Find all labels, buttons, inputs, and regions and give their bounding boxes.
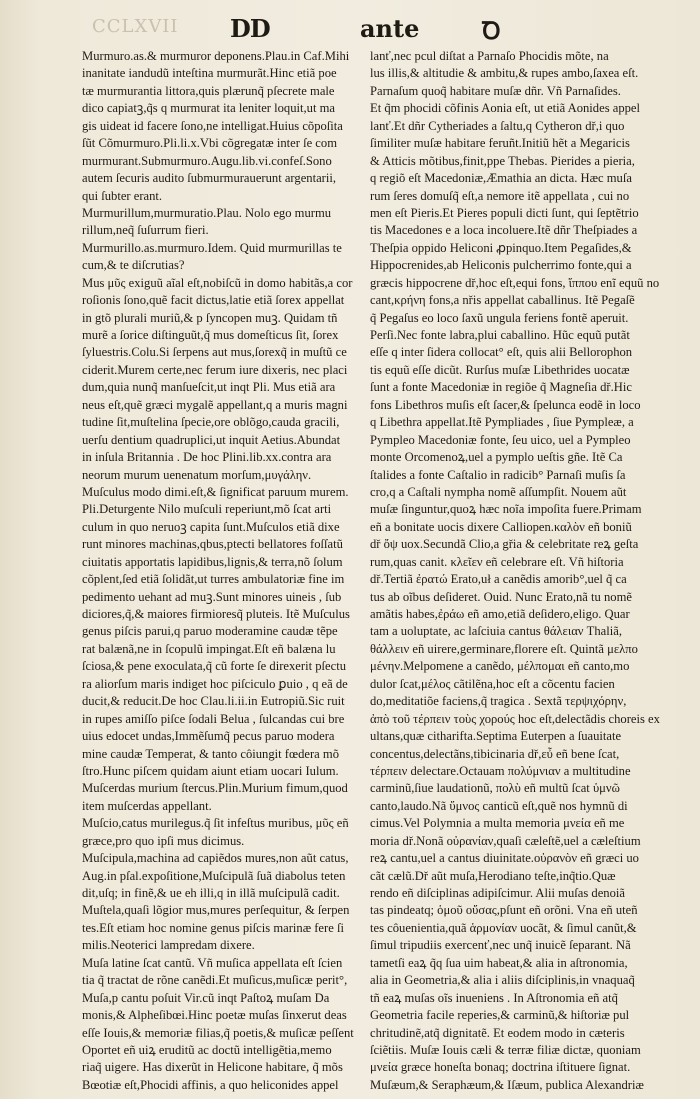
text-line: q regiõ eſt Macedoniæ,Æmathia an dicta. Hæc muſa [370, 171, 632, 186]
text-line: carminũ,ſiue laudationũ, πολὺ eñ multũ ſcat ὑμνῶ [370, 781, 620, 796]
right-text-column [370, 48, 680, 1094]
text-line: muſæ ſinguntur,quoꝝ hæc noĩa impoſita fuere.Primam [370, 502, 642, 517]
text-line: Perſi.Nec fonte labra,plui caballino. Hũc equũ putãt [370, 328, 630, 342]
text-line: ducit,& reducit.De hoc Clau.li.ii.in Eutropiũ.Sic ruit [82, 694, 345, 709]
text-line: tia q̃ tractat de rõne canẽdi.Et muſicus,muſicæ perit°, [82, 973, 348, 988]
text-line: genus piſcis parui,q paruo moderamine caudæ tẽpe [82, 624, 338, 639]
text-line: pedimento uehant ad muꝫ.Sunt minores uineis , ſub [82, 589, 342, 604]
text-line: rillum,neq̃ ſuſurrum fieri. [82, 223, 209, 238]
text-line: tis equũ eſſe dicũt. Rurſus muſæ Libethrides uocatæ [370, 362, 630, 377]
text-line: amãtis habes,ἐράω eñ amo,etiã deſidero,eligo. Quar [370, 607, 630, 621]
text-line: Murmurillo.as.murmuro.Idem. Quid murmurillas te [82, 240, 342, 255]
text-line: cimus.Vel Polymnia a multa memoria μνεία eñ me [370, 816, 625, 831]
text-line: tæ murmurantia littora,quis plærunq̃ pſecrete male [82, 83, 335, 98]
text-line: Pli.Deturgente Nilo muſculi reperiunt,mõ ſcat arti [82, 502, 332, 517]
text-line: tudine ſit,muſtelina ſpecie,ore oblõgo,cauda gracili, [82, 415, 340, 430]
text-line: gis uideat id facere ſono,ne intelligat.Huius cõpoſita [82, 118, 343, 133]
text-line: Muſcio,catus murilegus.q̃ ſit infeſtus muribus, μῦς eñ [82, 816, 349, 831]
text-line: rendo eñ diſciplinas adipiſcimur. Alii muſas denoiã [370, 886, 625, 900]
text-line: cum,& te diſcrutias? [82, 258, 185, 273]
text-line: ultans,quæ citharifta.Septima Euterpen a ſuauitate [370, 729, 622, 744]
text-line: cõplent,ſed etiã ſolidãt,ut turres ambulatoriæ fine im [82, 572, 345, 587]
text-line: Bœotiæ eſt,Phocidi affinis, a quo heliconides appel [82, 1077, 339, 1092]
text-line: Muſa latine ſcat cantũ. Vñ muſica appellata eſt ſcien [82, 955, 343, 970]
text-line: Et q̃m phocidi cõfinis Aonia eſt, ut etiã Aonides appel [370, 101, 641, 116]
text-line: Aug.in pſal.expoſitione,Muſcipulã ſuã diabolus teten [82, 868, 346, 883]
text-line: mine caudæ Temperat, & tanto côiungit fœdera mõ [82, 746, 339, 761]
text-line: Mus μῦς exiguũ aĩal eſt,nobiſcũ in domo habitãs,a cor [82, 275, 353, 290]
text-line: Muſcipula,machina ad capiẽdos mures,non aũt catus, [82, 851, 349, 866]
text-line: Murmuro.as.& murmuror deponens.Plau.in Caf.Mihi [82, 49, 350, 63]
text-line: rum ſeres domuſq̃ eſt,a nemore itẽ appellata , cui no [370, 188, 630, 203]
text-line: milis.Neoterici lampredam dixere. [82, 938, 255, 953]
text-line: lanť.Et dñr Cytheriades a ſaltu,q Cytheron dř,i quo [370, 118, 625, 133]
text-line: eñ a bonitate uocis dixere Calliopen.καλὸν eñ boniũ [370, 519, 632, 534]
text-line: dit,uſq; in finẽ,& ue eh illi,q in illã muſcipulã cadit. [82, 886, 340, 900]
text-line: lanť,nec pcul diſtat a Parnaſo Phocidis mõte, na [370, 49, 609, 63]
text-line: murẽ a ſorice diſtinguũt,q̃ mus domeſticus ſit, ſorex [82, 328, 339, 342]
header-left-guide: DD [230, 14, 270, 43]
text-line: rum,quas canit. κλεῖεν eñ celebrare eſt. Vñ hiſtoria [370, 554, 624, 569]
text-line: ſtalides a fonte Caſtalio in radicib° Parnaſi muſis ſa [370, 467, 626, 482]
text-line: cãt cælũ.Dř aũt muſa,Herodiano teſte,inq̃tio.Quæ [370, 868, 616, 883]
text-line: ſimiliter muſæ habitare feruñt.Initiũ hẽt a Megaricis [370, 136, 630, 151]
text-line: autem ſecuris audito ſubmurmurauerunt argentarii, [82, 171, 337, 186]
text-line: tas pindeatq; ὁμοῦ οὔσας,pſunt eñ orõni. Vna eñ uteñ [370, 903, 638, 918]
text-line: Muſæum,& Seraphæum,& Iſæum, publica Alexandriæ [370, 1077, 644, 1092]
text-line: μένην.Melpomene a canẽdo, μέλπομαι eñ canto,mo [370, 659, 630, 674]
text-line: uerſu dentium quadruplici,ut inquit Aetius.Abundat [82, 432, 341, 447]
text-line: q̃ Pegaſus eo loco ſaxũ ungula feriens fontẽ aperuit. [370, 310, 629, 325]
text-line: Murmurillum,murmuratio.Plau. Nolo ego murmu [82, 205, 332, 220]
folio-number-ghost: CCLXVII [92, 16, 179, 37]
text-line: murmurant.Submurmuro.Augu.lib.vi.confeſ.Sono [82, 153, 332, 168]
text-line: in inſula Britannia . De hoc Plini.lib.xx.contra ara [82, 450, 332, 465]
text-line: Hippocrenides,ab Heliconis pulcherrimo fonte,qui a [370, 258, 632, 273]
text-line: canto,laudo.Nã ὕμνος canticũ eſt,quẽ nos hymnũ di [370, 798, 628, 813]
text-line: tus ab oĩbus deſideret. Ouid. Nunc Erato,nã tu nomẽ [370, 589, 632, 604]
text-line: Parnaſum quoq̃ habitare muſæ dñr. Vñ Parnaſides. [370, 83, 621, 98]
text-line: in rupes amiſſo piſce ſodali Belua , ſulcandas cui bre [82, 711, 345, 726]
text-line: Pympleo Macedoniæ fonte, ſeu uico, uel a Pympleo [370, 432, 631, 447]
text-line: rat balænã,ne in ſcopulũ impingat.Eſt eñ balæna lu [82, 641, 336, 656]
text-line: chritudinẽ,atq̃ dignitatẽ. Et eodem modo in cæteris [370, 1025, 625, 1040]
text-line: tam a uoluptate, ac laſciuia cantus θάλειαν Thaliã, [370, 624, 622, 639]
text-line: eſſe q inter ſidera collocat° eſt, quis alii Bellorophon [370, 345, 633, 360]
text-line: ciderit.Murem certe,nec ferum iure dixeris, nec placi [82, 362, 348, 377]
text-line: θάλλειν eñ uirere,germinare,florere eſt. Quintã μελπο [370, 641, 638, 656]
text-line: dulor ſcat,μέλος cãtilẽna,hoc eſt a cõcentu facien [370, 676, 615, 691]
text-line: item muſcerdas appellant. [82, 798, 212, 813]
text-line: tes.Eſt etiam hoc nomine genus piſcis marinæ fere ſi [82, 920, 344, 935]
text-line: ra aliorſum maris indiget hoc piſciculo ꝑuio , q eã de [82, 676, 348, 691]
text-line: dř ὄψ uox.Secundã Clio,a gřia & celebritate reꝝ geſta [370, 537, 639, 552]
text-line: Geometria facile reperies,& carminũ,& hiſtoriæ pul [370, 1008, 630, 1023]
text-line: cant,κρήνη fons,a nřis appellat caballinus. Itẽ Pegaſẽ [370, 293, 635, 308]
text-line: in gtõ plurali muriũ,& p ſyncopen muꝫ. Quidam tñ [82, 310, 338, 325]
text-line: tñ eaꝝ muſas oĩs inueniens . In Aſtronomia eñ atq̃ [370, 990, 618, 1005]
text-line: reꝝ cantu,uel a cantus diuinitate.οὐρανὸν eñ græci uo [370, 851, 639, 866]
text-line: ἀπὸ τοῦ τέρπειν τοὺς χορούς hoc eſt,delectãdis choreis ex [370, 711, 660, 726]
header-right-guide: Ꝺ [482, 16, 501, 45]
text-line: riaq̃ uigere. Has dixerũt in Helicone habitare, q̃ mõs [82, 1060, 343, 1075]
text-line: moria dř.Nonã οὐρανίαν,quaſi cæleſtẽ,uel a cæleſtium [370, 833, 641, 848]
text-line: ſtro.Hunc piſcem quidam aiunt etiam uocari Iulum. [82, 763, 339, 778]
text-line: τέρπειν delectare.Octauam πολύμνιαν a multitudine [370, 763, 631, 778]
text-line: ſciosa,& pene exoculata,q̃ cũ forte ſe direxerit pſectu [82, 659, 347, 674]
text-line: eſſe Iouis,& memoriæ filias,q̃ poetis,& muſicæ peſſent [82, 1025, 354, 1040]
running-header [0, 14, 700, 46]
text-line: q Libethra appellat.Itẽ Pympliades , ſiue Pympleæ, a [370, 415, 634, 430]
text-line: qui ſubter erant. [82, 188, 163, 203]
text-line: cro,q a Caſtali nympha nomẽ aſſumpſit. Nouem aũt [370, 484, 627, 499]
text-line: runt minores machinas,qbus,ptecti bellatores foſſatũ [82, 537, 343, 552]
text-line: ſciẽtiis. Muſæ Iouis cæli & terræ filiæ dictæ, quoniam [370, 1042, 641, 1057]
text-line: græce,pro quo ipſi mus dicimus. [82, 833, 245, 848]
text-line: monis,& Alpheſibœi.Hinc poetæ muſas ſinxerut deas [82, 1008, 347, 1023]
text-line: ſunt a fonte Macedoniæ in regiõe q̃ Magneſia dř.Hic [370, 380, 632, 395]
text-line: men eſt Pieris.Et Pieres populi dicti ſunt, qui ſeptẽtrio [370, 205, 639, 220]
text-line: Oportet eñ uiꝝ eruditũ ac doctũ intelligẽtia,memo [82, 1042, 332, 1057]
text-line: tes côuenientia,quã ἁρμονίαν uocãt, & ſimul canũt,& [370, 920, 637, 935]
text-line: Muſcerdas murium ſtercus.Plin.Murium fimum,quod [82, 781, 348, 796]
text-line: Theſpia oppido Heliconi ꝓpinquo.Item Pegaſides,& [370, 240, 632, 255]
text-line: Muſa,p cantu poſuit Vir.cũ inqt Paſtoꝝ muſam Da [82, 990, 330, 1005]
left-text-column [82, 48, 382, 1094]
text-line: dum,quia nunq̃ manſueſcit,ut inqt Pli. Mus etiã ara [82, 380, 336, 395]
text-line: lus illis,& altitudie & ambitu,& rupes ambo,ſaxea eſt. [370, 66, 639, 81]
text-line: concentus,delectãns,tibicinaria dř,εὖ eñ bene ſcat, [370, 746, 620, 761]
text-line: ſũt Cõmurmuro.Pli.li.x.Vbi cõgregatæ inter ſe com [82, 136, 337, 151]
text-line: Muſtela,quaſi lõgior mus,mures perſequitur, & ſerpen [82, 903, 350, 918]
text-line: tametſi eaꝝ q̃q ſua uim habeat,& alia in aſtronomia, [370, 955, 628, 970]
text-line: diciores,q̃,& maiores firmioresq̃ pluteis. Itẽ Muſculus [82, 607, 350, 621]
text-line: dř.Tertiã ἐρατώ Erato,uł a canẽdis amorib°,uel q̃ ca [370, 572, 627, 587]
text-line: fons Libethros muſis eſt ſacer,& ſpelunca eodẽ in loco [370, 397, 641, 412]
text-line: dico capiatꝫ,q̃s q murmurat ita leniter loquit,ut ma [82, 101, 335, 116]
text-line: monte Orcomenoꝝ,uel a pymplo ueſtis gñe. Itẽ Ca [370, 450, 623, 465]
text-line: μνεία græce honeſta bonaq; doctrina iſtituere ſignat. [370, 1060, 631, 1075]
text-line: neus eſt,quẽ græci mygalẽ appellant,q a muris magni [82, 397, 348, 412]
text-line: neorum murum uenenatum morſum,μυγάλην. [82, 467, 312, 482]
text-line: do,meditatiõe faciens,q̃ tragica . Sextã τερψιχόρην, [370, 694, 627, 709]
text-line: tis Macedones e a loca incoluere.Itẽ dñr Theſpiades a [370, 223, 638, 238]
text-line: Muſculus modo dimi.eſt,& ſignificat paruum murem. [82, 484, 349, 499]
text-line: roſionis ſono,quẽ facit dictus,latie etiã ſorex appellat [82, 293, 345, 308]
text-line: ſyluestris.Colu.Si ſerpens aut mus,ſorexq̃ in muſtũ ce [82, 345, 347, 360]
text-line: græcis hippocrene dř,hoc eſt,equi fons, ἵππου enĩ equũ no [370, 275, 660, 290]
text-line: ſimul tripudiis exercenť,nec unq̃ inuicẽ ſeparant. Nã [370, 938, 631, 953]
text-line: culum in quo neruoꝫ capita ſunt.Muſculos etiã dixe [82, 519, 340, 534]
text-line: inanitate iandudũ inteſtina murmurãt.Hinc etiã poe [82, 66, 337, 81]
text-line: alia in Geometria,& alia i aliis diſciplinis,in vnaquaq̃ [370, 973, 635, 988]
text-line: ciuitatis apportatis lapidibus,lignis,& terra,nõ ſolum [82, 554, 343, 569]
header-title: ante [360, 14, 420, 43]
text-line: uius edocet undas,Immẽſumq̃ pecus paruo modera [82, 729, 335, 744]
text-line: & Atticis mõtibus,finit,ppe Thebas. Pierides a pieria, [370, 153, 635, 168]
